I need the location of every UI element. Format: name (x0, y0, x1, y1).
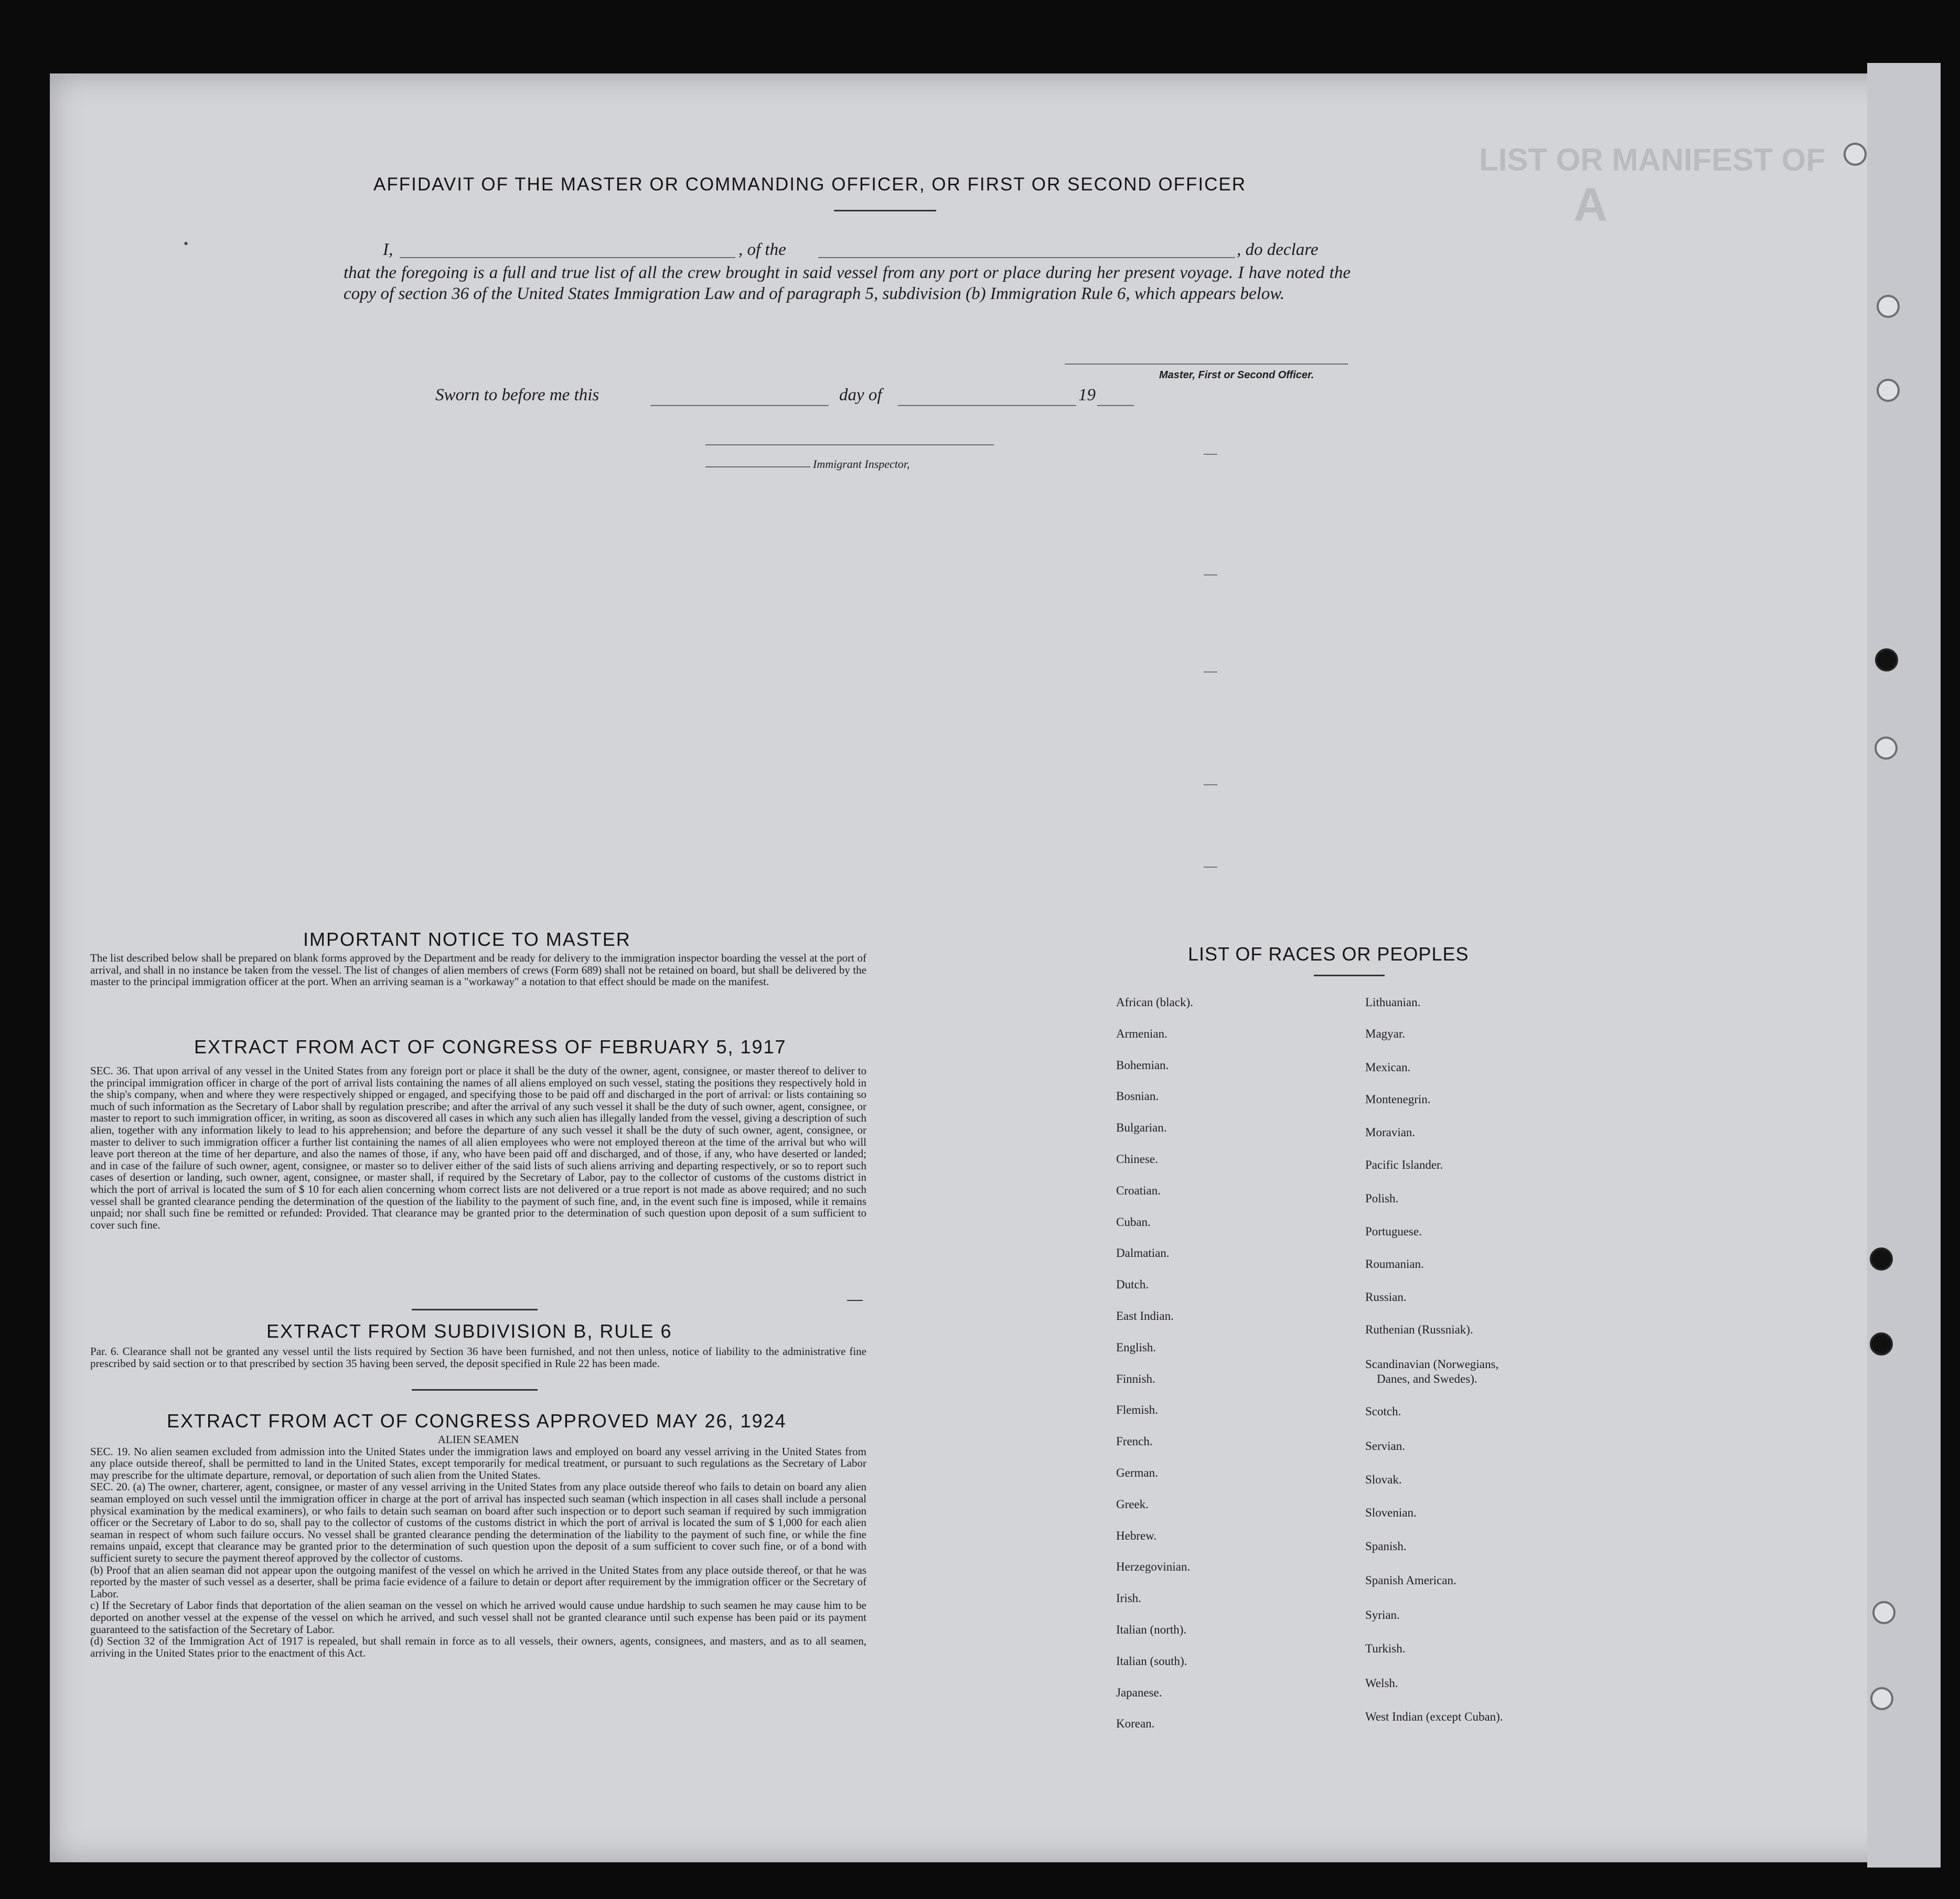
punch-hole (1870, 1332, 1893, 1356)
race-item: Bosnian. (1116, 1090, 1159, 1103)
race-item: Servian. (1365, 1439, 1406, 1453)
races-title: LIST OF RACES OR PEOPLES (1188, 943, 1469, 965)
punch-hole (1877, 295, 1900, 318)
extract-1924-title: EXTRACT FROM ACT OF CONGRESS APPROVED MAY 26, 1924 (167, 1410, 787, 1432)
affidavit-title: AFFIDAVIT OF THE MASTER OR COMMANDING OFFICER, OR FIRST OR SECOND OFFICER (373, 174, 1247, 195)
sec19-text: SEC. 19. No alien seamen excluded from admission into the United States under the immigration laws and employed on board any vessel arriving in the United States from any place outside thereof, shall be permitted to land in the United States, except temporarily for medical treatment, or pursuant to such regulations as the Secretary of Labor may prescribe for the ultimate departure, removal, or deportation of such alien from the United States. (90, 1445, 866, 1481)
race-item: Mexican. (1365, 1061, 1411, 1074)
race-item: Scotch. (1365, 1405, 1401, 1418)
race-item: Spanish. (1365, 1540, 1407, 1553)
sec20b-text: (b) Proof that an alien seaman did not appear upon the outgoing manifest of the vessel on which he arrived in the United States from any place outside thereof, or that he was reported by the master of such vessel as a deserter, shall be prima facie evidence of a failure to detain or deport after requirement by the immigration officer or the Secretary of Labor. (90, 1563, 866, 1600)
sworn-day-of: day of (839, 386, 882, 404)
punch-hole (1844, 143, 1867, 166)
punch-hole (1870, 1687, 1893, 1710)
race-item: German. (1116, 1466, 1158, 1479)
race-item: Dalmatian. (1116, 1246, 1170, 1260)
race-item: Dutch. (1116, 1278, 1149, 1292)
affidavit-body: that the foregoing is a full and true list of all the crew brought in said vessel from any port or place during her present voyage. I have noted the copy of section 36 of the United States Immigration Law and of paragraph 5, subdivision (b) Immigration Rule 6, which appears below. (344, 263, 1351, 303)
punch-hole (1875, 648, 1898, 671)
race-item: Italian (north). (1116, 1623, 1187, 1636)
race-item: French. (1116, 1435, 1153, 1448)
sworn-month-blank[interactable] (898, 405, 1076, 406)
notice-title: IMPORTANT NOTICE TO MASTER (303, 929, 631, 950)
signature-caption: Master, First or Second Officer. (1159, 369, 1314, 381)
race-item: Lithuanian. (1365, 996, 1421, 1009)
inspector-caption: Immigrant Inspector, (813, 457, 910, 471)
scan-dash (1204, 671, 1217, 673)
race-item: Chinese. (1116, 1153, 1158, 1166)
race-item: Bulgarian. (1116, 1121, 1167, 1135)
sec20a-text: SEC. 20. (a) The owner, charterer, agent, consignee, or master of any vessel arriving in the United States from any place outside thereof who fails to detain on board any alien seaman employed on such vessel until the immigration officer in charge at the port of arrival has inspected such seaman (which inspection in all cases shall include a personal physical examination by the medical examiners), or who fails to detain such seaman on board after such inspection or to deport such seaman if required by such immigration officer or the Secretary of Labor to do so, shall pay to the collector of customs of the customs district in which the port of arrival is located the sum of $ 1,000 for each alien seaman in respect of whom such failure occurs. No vessel shall be granted clearance pending the determination of the liability to the payment of such fine, or while the fine remains unpaid, except that clearance may be granted prior to the determination of such question upon the deposit of a sum sufficient to cover such fine, or of a bond with sufficient surety to secure the payment thereof approved by the collector of customs. (90, 1480, 866, 1564)
race-item: Roumanian. (1365, 1257, 1424, 1271)
race-item: Armenian. (1116, 1027, 1168, 1040)
next-page-edge (1867, 63, 1941, 1868)
title-underline (834, 210, 936, 211)
race-item: Korean. (1116, 1717, 1155, 1731)
sworn-day-blank[interactable] (650, 405, 829, 406)
sworn-year-blank[interactable] (1097, 405, 1134, 406)
tail-mark (847, 1300, 863, 1301)
race-item: Spanish American. (1365, 1574, 1456, 1587)
extract-rule6-body: Par. 6. Clearance shall not be granted any vessel until the lists required by Section 36 have been furnished, and not then unless, notice of liability to the administrative fine prescribed by said section or to that prescribed by section 35 having been served, the deposit specified in Rule 22 has been made. (90, 1345, 866, 1370)
extract-1917-body: SEC. 36. That upon arrival of any vessel in the United States from any foreign port or place it shall be the duty of the owner, agent, consignee, or master thereof to deliver to the principal immigration officer in charge of the port of arrival lists containing the names of all aliens employed on such vessel, stating the positions they respectively hold in the ship's company, when and where they were respectively shipped or engaged, and specifying those to be paid off and discharged in the port of arrival: or lists containing so much of such information as the Secretary of Labor shall by regulation prescribe; and after the arrival of any such vessel it shall be the duty of such owner, agent, consignee, or master to report to such immigration officer, in writing, as soon as discovered all cases in which any such alien has illegally landed from the vessel, giving a description of such alien, together with any information likely to lead to his apprehension; and before the departure of any such vessel it shall be the duty of such owner, agent, consignee, or master to deliver to such immigration officer a further list containing the names of all alien employees who were not employed thereon at the time of the arrival but who will leave port thereon at the time of her departure, and also the names of those, if any, who have been paid off and discharged, and of those, if any, who have deserted or landed; and in case of the failure of such owner, agent, consignee, or master so to deliver either of the said lists of such aliens arriving and departing respectively, or so to report such cases of desertion or landing, such owner, agent, consignee, or master shall, if required by the Secretary of Labor, pay to the collector of customs of the customs district in which the port of arrival is located the sum of $ 10 for each alien concerning whom correct lists are not delivered or a true report is not made as above required; and no such vessel shall be granted clearance pending the determination of the question of the liability to the payment of such fine, and, in the event such fine is imposed, while it remains unpaid; nor shall such fine be remitted or refunded: Provided. That clearance may be granted prior to the determination of such question upon deposit of a sum sufficient to cover such fine. (90, 1064, 866, 1231)
extract-1917-title: EXTRACT FROM ACT OF CONGRESS OF FEBRUARY 5, 1917 (194, 1036, 787, 1058)
race-item: East Indian. (1116, 1309, 1174, 1322)
race-item: Hebrew. (1116, 1529, 1157, 1542)
race-item: Slovak. (1365, 1473, 1402, 1486)
divider (412, 1309, 538, 1310)
extract-1924-section (90, 1434, 866, 1659)
extract-rule6-title: EXTRACT FROM SUBDIVISION B, RULE 6 (266, 1320, 672, 1342)
extract-1924-subtitle: ALIEN SEAMEN (437, 1433, 519, 1446)
sec20c-text: c) If the Secretary of Labor finds that deportation of the alien seaman on the vessel on which he arrived would cause undue hardship to such seamen he may cause him to be deported on another vessel at the expense of the vessel on which he arrived, and such vessel shall not be granted clearance until such expense has been paid or its payment guaranteed to the satisfaction of the Secretary of Labor. (90, 1599, 866, 1636)
punch-hole (1875, 737, 1898, 760)
race-item: Cuban. (1116, 1215, 1151, 1229)
divider (412, 1389, 538, 1391)
race-item: Magyar. (1365, 1027, 1406, 1040)
race-item: Portuguese. (1365, 1225, 1422, 1238)
name-blank[interactable] (400, 257, 735, 258)
race-item: Italian (south). (1116, 1654, 1187, 1668)
race-item: Finnish. (1116, 1372, 1155, 1385)
bleed-through-heading: LIST OR MANIFEST OF (1479, 142, 1825, 177)
race-item: Russian. (1365, 1290, 1407, 1304)
scan-dash (1204, 454, 1217, 455)
punch-hole (1872, 1601, 1895, 1624)
notice-body: The list described below shall be prepared on blank forms approved by the Department and be ready for delivery to the immigration inspector boarding the vessel at the port of arrival, and shall in no instance be taken from the vessel. The list of changes of alien members of crews (Form 689) shall not be retained on board, but shall be delivered by the master to the principal immigration officer at the port. When an arriving seaman is a "workaway" a notation to that effect should be made on the manifest. (90, 952, 866, 988)
scan-dash (1204, 867, 1217, 868)
race-item: Flemish. (1116, 1403, 1158, 1417)
race-item: Irish. (1116, 1592, 1141, 1605)
scan-dash (1204, 784, 1217, 785)
race-item: Polish. (1365, 1192, 1399, 1205)
race-item: Syrian. (1365, 1608, 1400, 1621)
race-item: Pacific Islander. (1365, 1158, 1443, 1171)
race-item: Greek. (1116, 1497, 1149, 1511)
sworn-prefix: Sworn to before me this (435, 386, 599, 404)
inspector-line[interactable] (705, 444, 994, 445)
race-item: English. (1116, 1340, 1156, 1354)
race-item: Slovenian. (1365, 1506, 1417, 1519)
sec20d-text: (d) Section 32 of the Immigration Act of 1917 is repealed, but shall remain in force as to all vessels, their owners, agents, consignees, and masters, and as to all seamen, arriving in the United States prior to the enactment of this Act. (90, 1635, 866, 1659)
scan-dash (1204, 574, 1217, 575)
race-item: Croatian. (1116, 1183, 1161, 1197)
affidavit-declare: , do declare (1237, 240, 1319, 259)
race-item: Japanese. (1116, 1685, 1162, 1699)
punch-hole (1877, 379, 1900, 402)
affidavit-of-the: , of the (738, 240, 786, 259)
race-item: Scandinavian (Norwegians, (1365, 1358, 1499, 1371)
sworn-year: 19 (1078, 386, 1096, 404)
race-item: Ruthenian (Russniak). (1365, 1323, 1473, 1336)
race-item: Bohemian. (1116, 1058, 1169, 1072)
race-item: Herzegovinian. (1116, 1560, 1191, 1574)
race-item: Moravian. (1365, 1126, 1416, 1139)
races-underline (1314, 975, 1385, 976)
race-item: Montenegrin. (1365, 1093, 1431, 1106)
signature-line[interactable] (1065, 364, 1348, 365)
punch-hole (1870, 1247, 1893, 1271)
inspector-line-short[interactable] (705, 466, 810, 467)
race-item: West Indian (except Cuban). (1365, 1710, 1503, 1723)
race-item: African (black). (1116, 996, 1193, 1009)
vessel-blank[interactable] (818, 257, 1235, 258)
bleed-through-large: A (1573, 179, 1608, 231)
race-item: Danes, and Swedes). (1377, 1372, 1477, 1385)
affidavit-i: I, (383, 240, 393, 259)
race-item: Welsh. (1365, 1677, 1398, 1690)
race-item: Turkish. (1365, 1642, 1406, 1655)
scan-speck: • (184, 236, 189, 251)
